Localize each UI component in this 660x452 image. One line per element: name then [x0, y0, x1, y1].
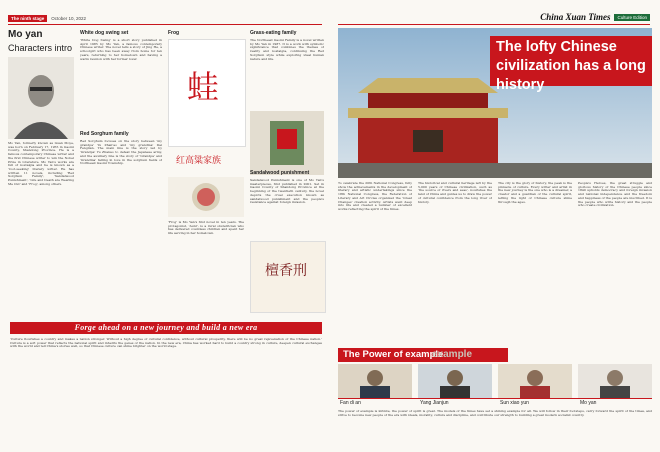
sandalwood-title: Sandalwood punishment [250, 170, 310, 176]
red-sorghum-title: Red Sorghum family [80, 131, 129, 137]
red-sorghum-cover-text: 红高粱家族 [176, 156, 222, 166]
grass-eating-body: The Northeast Gaomi Family is a novel written by Mo Yan in 1987. It is a work with symbolic significance that combines the themes of reality and nostalgia, continuing the Red Sorghum style while exploring ideal human nature and life. [250, 39, 324, 61]
frog-body: 'Frog' is Mo Yan's first novel in ten years. The protagonist, 'Aunt', is a rural obstetrician who has delivered countless children and spent her life serving in her hometown. [168, 221, 244, 236]
person-photo-3 [498, 364, 572, 398]
frog-cover [168, 39, 246, 147]
person-name-1: Fan di an [340, 400, 361, 406]
frog-title: Frog [168, 30, 180, 36]
person-name-4: Mo yan [580, 400, 597, 406]
red-sorghum-cover [168, 151, 244, 173]
red-sorghum-body: Red Sorghum focuses on the story between 'my grandpa' Yu Zhan'ao and 'my grandma' Dai Fenglian. The main line is the story led by 'Grandpa' Yu Zhanao to defeat the Japanese army, and the auxiliary line is the story of 'Grandpa' and 'Grandma' falling in love in the sorghum fields of Northeast Gaomi Township. [80, 140, 162, 166]
person-photo-1 [338, 364, 412, 398]
sandalwood-cover [250, 241, 326, 313]
person-name-2: Yang Jianjun [420, 400, 449, 406]
mo-yan-intro [8, 30, 74, 344]
article-col-4: People's Heroes, the great struggle and glorious history of the Chinese people since 1840 upholds democracy and foreign invasion and national independence and the freedom and happiness of the people are inscribed. It is the people who write history and the people who create civilization. [578, 182, 652, 208]
white-dog-article [80, 30, 162, 332]
sandalwood-body: Sandalwood Punishment is one of Mo Yan's masterpieces, first published in 2001. Set in Gaomi County of Shandong Province at the beginning of the twentieth century, the novel depicts the cruel execution known as sandalwood punishment and the people's resistance against foreign invasion. [250, 179, 324, 205]
right-header-rule [338, 24, 650, 25]
newspaper-brand: China Xuan Times [540, 12, 611, 22]
power-of-example-ghost: example [432, 349, 473, 360]
person-name-3: Sun xiao yun [500, 400, 529, 406]
article-col-2: The historical and cultural heritage left by the 5,000 years of Chinese civilization, such as 'the source of rivers and seas', nourishes the land of China and guides us to draw the power of cultural confidence from the long river of history. [418, 182, 492, 204]
white-dog-body: 'White Dog Swing' is a short story published in April 1985 by Mo Yan, a famous contemporary Chinese writer. The novel tells a story of Jing He, a schoolgirl who has been away from home for ten years, returning to her hometown and having a warm reunion with her former lover. [80, 39, 162, 61]
left-header [8, 14, 86, 22]
headline: The lofty Chinese civilization has a long history [496, 39, 646, 93]
frog-cover-text: 蛙 [187, 68, 220, 106]
person-photo-4 [578, 364, 652, 398]
sandalwood-cover-text: 檀香刑 [265, 263, 307, 279]
header-rule [8, 24, 322, 25]
right-header [470, 12, 650, 22]
person-photo-2 [418, 364, 492, 398]
grass-eating-title: Grass-eating family [250, 30, 297, 36]
forge-ahead-banner: Forge ahead on a new journey and build a new era [10, 322, 322, 334]
section-tag: The ninth stage [8, 15, 47, 22]
sandalwood-article [250, 170, 324, 313]
right-page [330, 0, 660, 452]
white-dog-title: White dog swing set [80, 30, 129, 36]
mo-yan-portrait [8, 57, 74, 139]
bottom-article-body: 'Culture flourishes a country and makes a nation stronger. Without a high degree of cultural confidence, without cultural prosperity, there will be no great rejuvenation of the Chinese nation.' Culture is a soft power that reflects the national spirit and inherits the genes of the nation. In the new era, China has worked hard to build a country strong in culture, deepen cultural exchanges with the world and tell China's stories well, so that Chinese culture can shine brighter on the world stage. [10, 338, 322, 349]
grass-eating-article [250, 30, 324, 175]
article-col-1: To celebrate the 20th National Congress, fully show the achievements in the development of literary and artistic undertakings since the 18th National Congress, the Federation of Literary and Art Circles organized the 'Great Changes' creation activity. Artists went deep into life and created a number of excellent works reflecting the spirit of the times. [338, 182, 412, 211]
names-rule [338, 398, 652, 399]
mo-yan-subtitle: Characters intro [8, 43, 73, 53]
article-col-3: The city is the glory of history, the peak is the pinnacle of culture. Every writer and artist in the new journey is the one who is a dreamer, a creator and a guardian of the cultural spirit, letting the light of Chinese culture shine through the ages. [498, 182, 572, 204]
culture-edition-tag: Culture Edition [614, 14, 650, 21]
mo-yan-name: Mo yan [8, 29, 43, 40]
frog-article [168, 30, 244, 323]
mo-yan-body: Mo Yan, formerly known as Guan Moye, was born on February 17, 1955 in Gaomi County, Shandong Province. He is a famous contemporary Chinese writer and the first Chinese writer to win the Nobel Prize in Literature. Mo Yan's works are full of nostalgia and he is known as a 'root-seeking' literary writer. He has written 11 novels, including 'Red Sorghum Family', 'Sandalwood Punishment', 'Life and Death are Wearing Me Out' and 'Frog', among others. [8, 142, 74, 186]
grass-eating-cover [250, 111, 324, 175]
sorghum-illustration [168, 177, 244, 217]
issue-date: October 10, 2022 [51, 15, 87, 21]
example-body: The power of example is infinite, the power of spirit is great. The models of the times have set a shining example for all. We will follow in their footsteps, carry forward the spirit of the times, and strive to become new people of the era with ideals, morality, culture and discipline, and contribute our strength to building a great modern socialist country. [338, 410, 652, 417]
power-of-example-title: The Power of example [338, 348, 508, 362]
